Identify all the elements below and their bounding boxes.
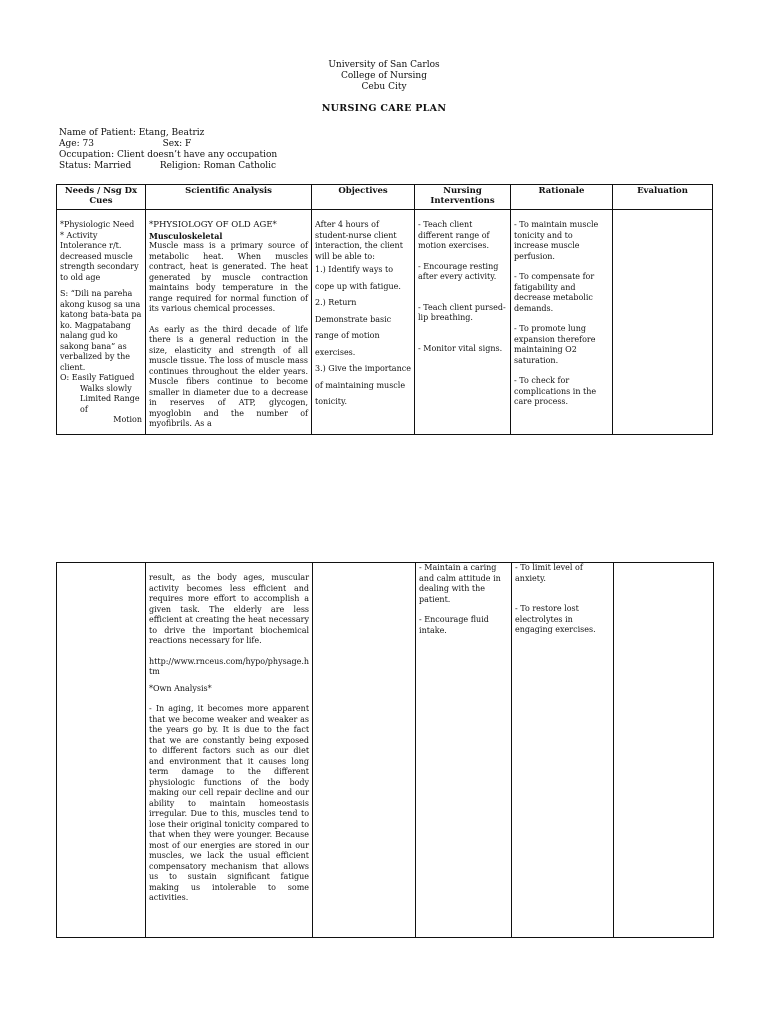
rationale-item: - To restore lost electrolytes in engaging exercises.	[515, 604, 596, 634]
header-evaluation: Evaluation	[613, 185, 713, 210]
header-objectives: Objectives	[312, 185, 415, 210]
rationale-item: - To limit level of anxiety.	[515, 563, 583, 583]
nursing-diagnosis: * Activity Intolerance r/t. decreased muscle strength secondary to old age	[60, 230, 139, 282]
rationale-cell	[512, 563, 614, 938]
table-row	[57, 210, 713, 435]
analysis-heading: *PHYSIOLOGY OF OLD AGE*	[149, 220, 277, 230]
header-interventions: Nursing Interventions	[415, 185, 511, 210]
objective-item: 1.) Identify ways to cope up with fatigue.	[315, 265, 401, 291]
table-header-row	[57, 185, 713, 210]
interventions-cell	[415, 210, 511, 435]
college-name: College of Nursing	[341, 71, 427, 81]
header-analysis: Scientific Analysis	[146, 185, 312, 210]
objective-item: Motion	[113, 415, 142, 424]
table-row	[57, 563, 714, 938]
subjective-cue: S: “Dili na pareha akong kusog sa una katong bata-bata pa ko. Magpatabang nalang gud ko sakong bana” as verbalized by the client.	[60, 289, 142, 372]
cues-cell	[57, 210, 146, 435]
objective-item: 3.) Give the importance of maintaining muscle tonicity.	[315, 364, 411, 406]
patient-occupation: Occupation: Client doesn’t have any occupation	[59, 150, 278, 160]
evaluation-cell	[614, 563, 714, 938]
objective-item: Walks slowly	[80, 383, 132, 393]
objectives-cell	[313, 563, 416, 938]
rationale-item: - To compensate for fatigability and decrease metabolic demands.	[514, 272, 595, 313]
objective-item: Limited Range of	[80, 394, 140, 414]
patient-status-religion: Status: Married Religion: Roman Catholic	[59, 161, 277, 171]
intervention-item: - Encourage resting after every activity.	[418, 261, 499, 281]
reference-link[interactable]: http://www.rnceus.com/hypo/physage.h tm	[149, 656, 310, 676]
objective-item: 2.) Return Demonstrate basic range of motion exercises.	[315, 298, 392, 357]
analysis-paragraph: Muscle mass is a primary source of metabolic heat. When muscles contract, heat is generated. The heat generated by muscle contraction maintains body temperature in the range required for normal function of its various chemical processes.	[149, 241, 308, 313]
care-plan-table-page2	[56, 562, 714, 938]
patient-age-sex: Age: 73 Sex: F	[59, 139, 192, 149]
analysis-cell	[146, 210, 312, 435]
analysis-cell	[146, 563, 313, 938]
university-name: University of San Carlos	[328, 60, 440, 70]
document-title: NURSING CARE PLAN	[321, 103, 447, 114]
interventions-cell	[416, 563, 512, 938]
objectives-cell	[312, 210, 415, 435]
header-cues: Needs / Nsg Dx Cues	[57, 185, 146, 210]
header-rationale: Rationale	[511, 185, 613, 210]
own-analysis-heading: *Own Analysis*	[149, 683, 212, 693]
rationale-item: - To maintain muscle tonicity and to increase muscle perfusion.	[514, 220, 599, 261]
objectives-intro: After 4 hours of student-nurse client interaction, the client will be able to:	[315, 220, 403, 261]
rationale-item: - To check for complications in the care process.	[514, 376, 597, 406]
rationale-item: - To promote lung expansion therefore maintaining O2 saturation.	[514, 324, 596, 365]
own-analysis-paragraph: - In aging, it becomes more apparent that we become weaker and weaker as the years go by. It is due to the fact that we are constantly being exposed to different factors such as our diet and environment that it causes long term damage to the different physiologic functions of the body making our cell repair decline and our ability to maintain homeostasis irregular. Due to this, muscles tend to lose their original tonicity compared to that when they were younger. Because most of our energies are stored in our muscles, we lack the usual efficient compensatory mechanism that allows us to sustain significant fatigue making us intolerable to some activities.	[149, 704, 310, 902]
analysis-paragraph: As early as the third decade of life there is a general reduction in the size, elasticity and strength of all muscle tissue. The loss of muscle mass continues throughout the elder years. Muscle fibers continue to become smaller in diameter due to a decrease in reserves of ATP, glycogen, myoglobin and the number of myofibrils. As a	[149, 324, 308, 428]
evaluation-cell	[613, 210, 713, 435]
intervention-item: - Encourage fluid intake.	[419, 615, 489, 635]
analysis-paragraph: result, as the body ages, muscular activity becomes less efficient and requires more effort to accomplish a given task. The elderly are less efficient at creating the heat necessary to drive the important biochemical reactions necessary for life.	[149, 573, 310, 645]
intervention-item: - Monitor vital signs.	[418, 343, 503, 353]
intervention-item: - Maintain a caring and calm attitude in dealing with the patient.	[419, 563, 501, 604]
analysis-subheading: Musculoskeletal	[149, 230, 223, 241]
intervention-item: - Teach client pursed-lip breathing.	[418, 302, 506, 322]
patient-name: Name of Patient: Etang, Beatriz	[59, 128, 205, 138]
care-plan-table-page1	[56, 184, 713, 435]
cues-cell	[57, 563, 146, 938]
intervention-item: - Teach client different range of motion exercises.	[418, 220, 490, 250]
physiologic-need: *Physiologic Need	[60, 220, 135, 229]
city-name: Cebu City	[361, 82, 407, 92]
objective-cue: O: Easily Fatigued	[60, 373, 135, 382]
rationale-cell	[511, 210, 613, 435]
